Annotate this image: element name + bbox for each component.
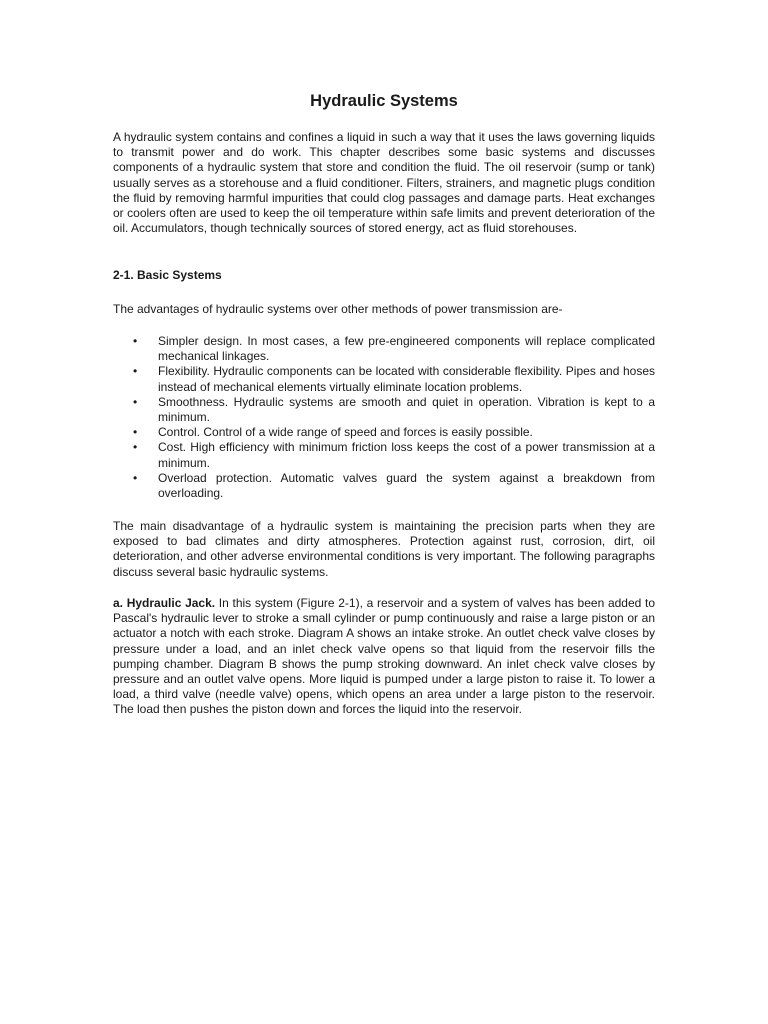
bullet-icon: •	[133, 394, 138, 409]
hydraulic-jack-paragraph	[113, 596, 655, 718]
disadvantage-paragraph: The main disadvantage of a hydraulic system is maintaining the precision parts when they are exposed to bad climates and dirty atmospheres. Protection against rust, corrosion, dirt, oil deterioration, and other adverse environmental conditions is very important. The following paragraphs discuss several basic hydraulic systems.	[113, 519, 655, 579]
list-item-text: Cost. High efficiency with minimum friction loss keeps the cost of a power transmission at a minimum.	[158, 440, 655, 470]
section-heading: 2-1. Basic Systems	[113, 268, 222, 282]
list-item	[113, 334, 655, 364]
list-item	[113, 440, 655, 470]
advantages-intro: The advantages of hydraulic systems over other methods of power transmission are-	[113, 302, 563, 316]
list-item	[113, 425, 655, 440]
hydraulic-jack-text: In this system (Figure 2-1), a reservoir and a system of valves has been added to Pascal's hydraulic lever to stroke a small cylinder or pump continuously and raise a large piston or an actuator a notch with each stroke. Diagram A shows an intake stroke. An outlet check valve closes by pressure under a load, and an inlet check valve opens so that liquid from the reservoir fills the pumping chamber. Diagram B shows the pump stroking downward. An inlet check valve closes by pressure and an outlet valve opens. More liquid is pumped under a large piston to raise it. To lower a load, a third valve (needle valve) opens, which opens an area under a large piston to the reservoir. The load then pushes the piston down and forces the liquid into the reservoir.	[113, 596, 656, 717]
advantages-list	[113, 334, 655, 501]
list-item	[113, 395, 655, 425]
bullet-icon: •	[133, 425, 138, 440]
list-item-text: Control. Control of a wide range of speed and forces is easily possible.	[158, 425, 533, 440]
list-item-text: Smoothness. Hydraulic systems are smooth and quiet in operation. Vibration is kept to a minimum.	[158, 394, 655, 425]
bullet-icon: •	[133, 470, 138, 485]
bullet-icon: •	[133, 440, 138, 455]
list-item-text: Overload protection. Automatic valves guard the system against a breakdown from overloading.	[158, 470, 655, 501]
bullet-icon: •	[133, 334, 138, 348]
list-item	[113, 471, 655, 501]
page-title: Hydraulic Systems	[310, 92, 458, 110]
list-item-text: Flexibility. Hydraulic components can be located with considerable flexibility. Pipes and hoses instead of mechanical elements virtually eliminate location problems.	[158, 364, 655, 394]
list-item	[113, 364, 655, 394]
bullet-icon: •	[133, 364, 138, 379]
intro-paragraph: A hydraulic system contains and confines a liquid in such a way that it uses the laws governing liquids to transmit power and do work. This chapter describes some basic systems and discusses components of a hydraulic system that store and condition the fluid. The oil reservoir (sump or tank) usually serves as a storehouse and a fluid conditioner. Filters, strainers, and magnetic plugs condition the fluid by removing harmful impurities that could clog passages and damage parts. Heat exchanges or coolers often are used to keep the oil temperature within safe limits and prevent deterioration of the oil. Accumulators, though technically sources of stored energy, act as fluid storehouses.	[113, 130, 655, 236]
list-item-text: Simpler design. In most cases, a few pre-engineered components will replace complicated mechanical linkages.	[158, 334, 655, 364]
hydraulic-jack-lead: a. Hydraulic Jack.	[113, 596, 216, 610]
